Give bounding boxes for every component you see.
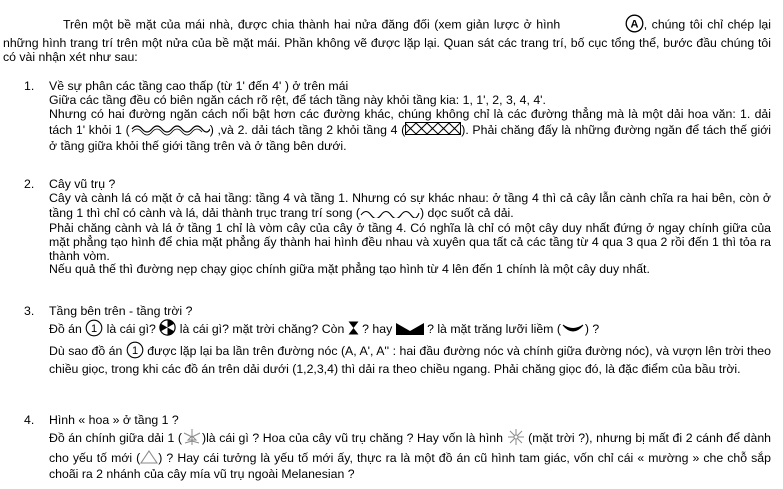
- intro-paragraph: [3, 14, 771, 65]
- section-paragraph: [49, 319, 771, 341]
- text-run: là cái gì? mặt trời chăng? Còn: [176, 322, 348, 337]
- text-run: Dù sao đồ án: [49, 344, 126, 359]
- text-run: (mặt trời ?), nhưng bị mất đi 2 cánh để dành cho yếu tố mới (: [49, 431, 771, 466]
- hourglass-icon: [348, 321, 359, 339]
- circled-number-icon: [85, 319, 103, 341]
- section-paragraph: Nếu quả thế thì đường nẹp chạy giọc chính giữa mặt phẳng tạo hình từ 4 lên đến 1 chính là một cây duy nhất.: [49, 262, 650, 277]
- section-title: Hình « hoa » ở tầng 1 ?: [49, 413, 179, 427]
- wave-pattern-band-icon: [130, 122, 210, 140]
- text-run: ) dọc suốt cả dải.: [420, 206, 514, 221]
- bowtie-icon: [396, 321, 424, 339]
- flower-motif-icon: [182, 428, 202, 450]
- section-paragraph: [49, 428, 771, 482]
- section-title: Cây vũ trụ ?: [49, 177, 116, 191]
- text-run: ? hay: [358, 322, 396, 337]
- cross-hatch-band-icon: [405, 122, 461, 139]
- text-run: Cây và cành lá có mặt ở cả hai tầng: tầng 4 và tầng 1. Nhưng có sự khác nhau: ở tầng 4 thì cả cây lẫn cành chĩa ra hai bên, còn ở tầng 1 thì chỉ có cành và lá, dải thành trục trang trí song (: [49, 190, 771, 221]
- text-run: ? là mặt trăng lưỡi liềm (: [423, 322, 561, 337]
- section-number: 3.: [24, 304, 35, 318]
- circled-number-icon: [126, 341, 144, 363]
- text-run: được lặp lại ba lần trên đường nóc (A, A', A'' : hai đầu đường nóc và chính giữa đường nóc), và vượn lên trời theo chiều giọc, trong khi các đồ án trên dải dưới (1,2,3,4) thì dải ra theo chiều ngang. Phải chăng giọc đó, là đặc điểm của bầu trời.: [49, 344, 771, 376]
- section-title: Về sự phân các tầng cao thấp (từ 1' đến 4' ) ở trên mái: [49, 79, 349, 93]
- intro-text-1: Trên một bề mặt của mái nhà, được chia thành hai nửa đăng đối (xem giản lược ở hình: [63, 17, 565, 32]
- text-run: là cái gì?: [103, 322, 160, 337]
- text-run: Đồ án: [49, 322, 86, 337]
- intro-text-2: , chúng tôi chỉ chép lại những hình trang trí trên một nửa của bề mặt mái. Phần không vẽ được lặp lại. Quan sát các trang trí, bố cục tổng thể, bước đầu chúng tôi có vài nhận xét như sau:: [3, 17, 771, 64]
- text-run: )là cái gì ? Hoa của cây vũ trụ chăng ? Hay vốn là hình: [201, 431, 507, 446]
- section-paragraph: Phải chăng cành và lá ở tầng 1 chỉ là vòm cây của cây ở tầng 4. Có nghĩa là chỉ có một cây duy nhất đứng ở ngay chính giữa của mặt phẳng tạo hình để chia mặt phẳng ấy thành hai hình đều nhau và xuyên qua tất cả các tầng từ 4 qua 3 qua 2 rồi đến 1 thì tỏa ra thành vòm.: [49, 220, 771, 263]
- svg-text:1: 1: [131, 344, 138, 357]
- sun-wheel-icon: [159, 319, 176, 340]
- text-run: Đồ án chính giữa dải 1 (: [49, 431, 182, 446]
- text-run: ) ?: [584, 322, 600, 337]
- svg-text:1: 1: [91, 322, 98, 335]
- svg-text:A: A: [630, 18, 639, 31]
- section-line: Giữa các tầng đều có biên ngăn cách rõ rệt, để tách tầng này khỏi tầng kia: 1, 1', 2, 3, 4, 4'.: [49, 92, 546, 107]
- text-run: ) ,và 2. dải tách tầng 2 khỏi tầng 4 (: [209, 122, 406, 137]
- section-paragraph: [49, 108, 771, 154]
- star-burst-icon: [507, 428, 525, 450]
- section-number: 1.: [24, 79, 35, 93]
- crescent-moon-icon: [561, 322, 585, 338]
- section-paragraph: [49, 341, 771, 377]
- text-run: ). Phải chăng đấy là những đường ngăn để tách thế giới ở tầng giữa khỏi thế giới tầng trên và ở tầng bên dưới.: [49, 122, 772, 153]
- text-run: ) ? Hay cái tưởng là yếu tố mới ấy, thực ra là một đồ án cũ hình tam giác, vốn chỉ cái « mường » che chỗ sắp choãi ra 2 nhánh của cây mía vũ trụ ngoài Melanesian ?: [49, 451, 771, 481]
- section-title: Tầng bên trên - tầng trời ?: [49, 304, 193, 318]
- zigzag-line-icon: [360, 206, 420, 222]
- triangle-icon: [140, 450, 158, 468]
- text-run: Nhưng có hai đường ngăn cách nổi bật hơn các đường khác, chúng không chỉ là các đường thẳng mà là một dải hoa văn: 1. dải tách 1' khỏi 1 (: [49, 106, 771, 137]
- circled-letter-a-icon: [565, 14, 644, 37]
- section-paragraph: [49, 192, 771, 222]
- section-number: 2.: [24, 177, 35, 191]
- section-number: 4.: [24, 413, 35, 427]
